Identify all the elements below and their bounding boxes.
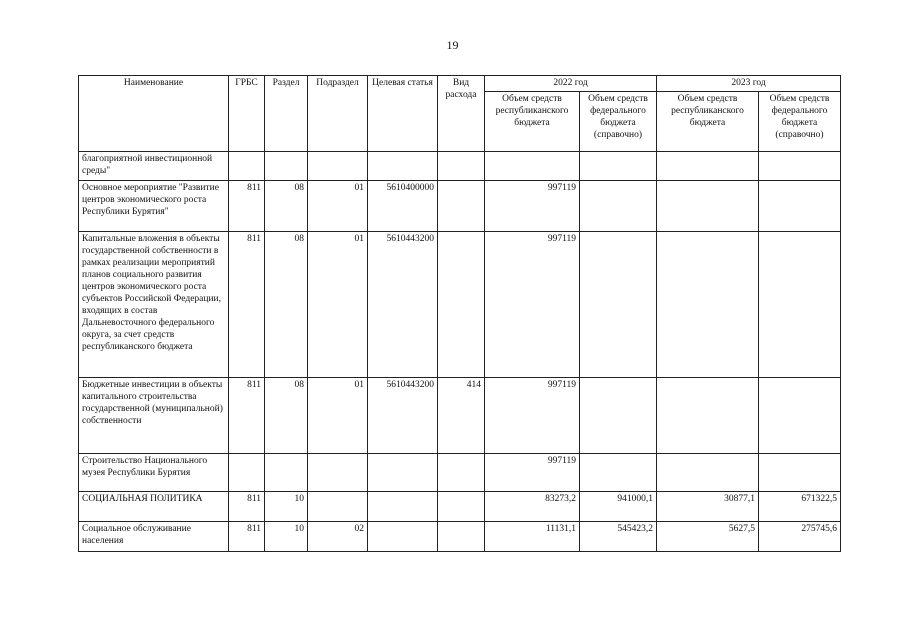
fed-2023-cell: 275745,6 [759,522,841,552]
table-row [79,522,841,552]
year-2022-header: 2022 год [485,76,657,92]
table-row [79,152,841,181]
row-name-cell: Социальное обслуживание населения [79,522,229,552]
row-name-cell: Капитальные вложения в объекты государственной собственности в рамках реализации мероприятий планов социального развития центров экономического роста субъектов Российской Федерации, входящих в состав Дальневосточного федерального округа, за счет средств республиканского бюджета [79,232,229,378]
fed-2023-cell [759,181,841,232]
rep-2023-cell [657,232,759,378]
row-name-cell: СОЦИАЛЬНАЯ ПОЛИТИКА [79,492,229,522]
podrazdel-cell: 01 [308,378,368,454]
table-row [79,232,841,378]
col-target-header: Целевая статья [368,76,438,152]
razdel-cell: 10 [265,522,308,552]
grbs-cell [229,454,265,492]
razdel-cell: 08 [265,181,308,232]
fed-2022-cell [580,181,657,232]
grbs-cell: 811 [229,492,265,522]
vid-cell: 414 [438,378,485,454]
rep-2023-cell [657,378,759,454]
table-row [79,378,841,454]
vid-cell [438,522,485,552]
col-name-header: Наименование [79,76,229,152]
podrazdel-cell [308,454,368,492]
rep-2022-cell: 11131,1 [485,522,580,552]
grbs-cell: 811 [229,378,265,454]
fed-2022-cell [580,232,657,378]
razdel-cell: 08 [265,232,308,378]
fed-2023-cell [759,152,841,181]
rep-2023-cell [657,152,759,181]
vid-cell [438,181,485,232]
vid-cell [438,152,485,181]
table-row [79,454,841,492]
podrazdel-cell: 01 [308,181,368,232]
row-name-cell: Строительство Национального музея Республики Бурятия [79,454,229,492]
fed-2023-cell: 671322,5 [759,492,841,522]
col-grbs-header: ГРБС [229,76,265,152]
podrazdel-cell [308,492,368,522]
row-name-cell: Бюджетные инвестиции в объекты капитального строительства государственной (муниципальной) собственности [79,378,229,454]
razdel-cell: 08 [265,378,308,454]
rep-2022-cell [485,152,580,181]
col-rep-2023-header: Объем средств республиканского бюджета [657,92,759,152]
podrazdel-cell [308,152,368,181]
razdel-cell: 10 [265,492,308,522]
fed-2022-cell [580,152,657,181]
target-cell: 5610443200 [368,378,438,454]
vid-cell [438,232,485,378]
target-cell [368,454,438,492]
target-cell [368,522,438,552]
grbs-cell: 811 [229,522,265,552]
vid-cell [438,492,485,522]
fed-2022-cell [580,454,657,492]
fed-2022-cell: 545423,2 [580,522,657,552]
col-fed-2023-header: Объем средств федерального бюджета (справочно) [759,92,841,152]
page-number: 19 [446,38,459,52]
col-podrazdel-header: Подраздел [308,76,368,152]
podrazdel-cell: 02 [308,522,368,552]
target-cell: 5610400000 [368,181,438,232]
grbs-cell: 811 [229,232,265,378]
rep-2022-cell: 997119 [485,378,580,454]
table-header [79,76,841,152]
table-row [79,181,841,232]
target-cell [368,492,438,522]
rep-2023-cell [657,454,759,492]
fed-2022-cell [580,378,657,454]
razdel-cell [265,454,308,492]
fed-2022-cell: 941000,1 [580,492,657,522]
fed-2023-cell [759,232,841,378]
col-fed-2022-header: Объем средств федерального бюджета (справочно) [580,92,657,152]
fed-2023-cell [759,378,841,454]
budget-table [78,75,841,552]
rep-2022-cell: 997119 [485,181,580,232]
rep-2022-cell: 83273,2 [485,492,580,522]
rep-2022-cell: 997119 [485,454,580,492]
grbs-cell: 811 [229,181,265,232]
fed-2023-cell [759,454,841,492]
rep-2023-cell [657,181,759,232]
target-cell: 5610443200 [368,232,438,378]
rep-2023-cell: 30877,1 [657,492,759,522]
target-cell [368,152,438,181]
rep-2023-cell: 5627,5 [657,522,759,552]
rep-2022-cell: 997119 [485,232,580,378]
row-name-cell: Основное мероприятие "Развитие центров экономического роста Республики Бурятия" [79,181,229,232]
col-vid-header: Вид расхода [438,76,485,152]
vid-cell [438,454,485,492]
razdel-cell [265,152,308,181]
podrazdel-cell: 01 [308,232,368,378]
table-row [79,492,841,522]
col-rep-2022-header: Объем средств республиканского бюджета [485,92,580,152]
row-name-cell: благоприятной инвестиционной среды" [79,152,229,181]
year-2023-header: 2023 год [657,76,841,92]
grbs-cell [229,152,265,181]
col-razdel-header: Раздел [265,76,308,152]
